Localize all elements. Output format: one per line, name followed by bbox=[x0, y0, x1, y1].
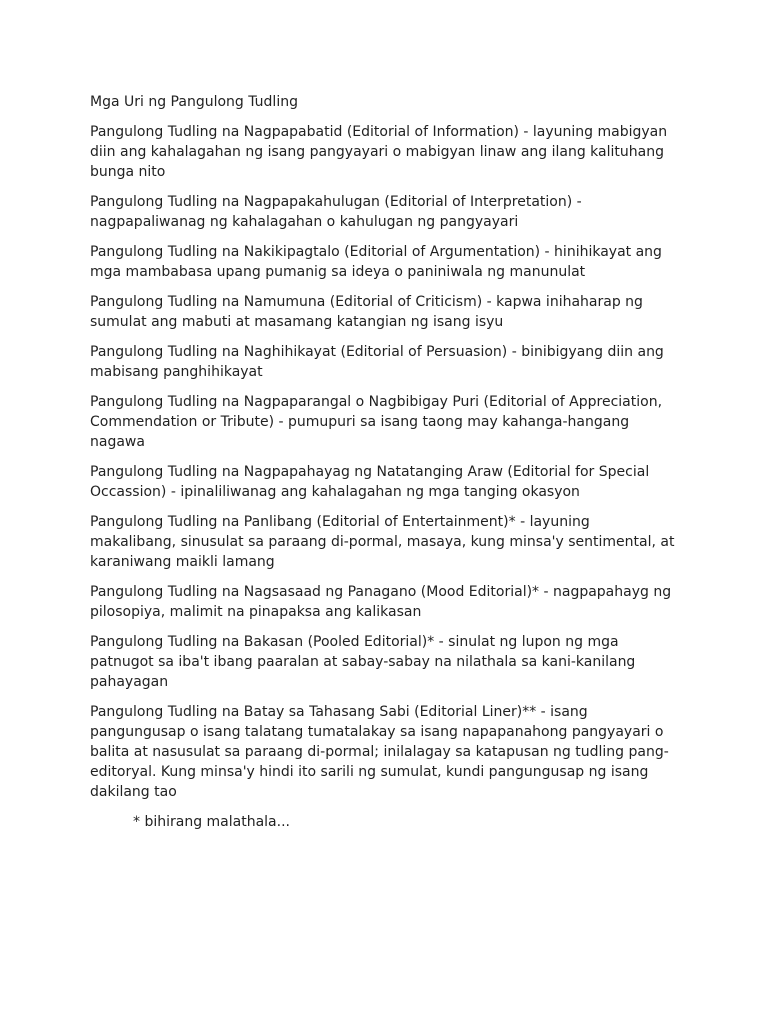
footnote: * bihirang malathala... bbox=[133, 814, 290, 830]
paragraph-editorial-entertainment: Pangulong Tudling na Panlibang (Editorial of Entertainment)* - layuning makalibang, sinusulat sa paraang di-pormal, masaya, kung minsa'y sentimental, at karaniwang maikli lamang bbox=[90, 514, 675, 570]
paragraph-editorial-pooled: Pangulong Tudling na Bakasan (Pooled Editorial)* - sinulat ng lupon ng mga patnugot sa iba't ibang paaralan at sabay-sabay na nilathala sa kani-kanilang pahayagan bbox=[90, 634, 636, 690]
paragraph-editorial-information: Pangulong Tudling na Nagpapabatid (Editorial of Information) - layuning mabigyan diin ang kahalagahan ng isang pangyayari o mabigyan linaw ang ilang kalituhang bunga nito bbox=[90, 124, 668, 180]
paragraph-editorial-interpretation: Pangulong Tudling na Nagpapakahulugan (Editorial of Interpretation) - nagpapaliwanag ng kahalagahan o kahulugan ng pangyayari bbox=[90, 194, 582, 230]
document-page bbox=[90, 92, 675, 832]
paragraph-editorial-persuasion: Pangulong Tudling na Naghihikayat (Editorial of Persuasion) - binibigyang diin ang mabisang panghihikayat bbox=[90, 344, 664, 380]
paragraph-editorial-special-occasion: Pangulong Tudling na Nagpapahayag ng Natatanging Araw (Editorial for Special Occassion) - ipinaliliwanag ang kahalagahan ng mga tanging okasyon bbox=[90, 464, 650, 500]
paragraph-editorial-liner: Pangulong Tudling na Batay sa Tahasang Sabi (Editorial Liner)** - isang pangungusap o isang talatang tumatalakay sa isang napapanahong pangyayari o balita at nasusulat sa paraang di-pormal; inilalagay sa katapusan ng tudling pang-editoryal. Kung minsa'y hindi ito sarili ng sumulat, kundi pangungusap ng isang dakilang tao bbox=[90, 704, 669, 800]
document-title: Mga Uri ng Pangulong Tudling bbox=[90, 94, 298, 110]
paragraph-editorial-mood: Pangulong Tudling na Nagsasaad ng Panagano (Mood Editorial)* - nagpapahayg ng pilosopiya, malimit na pinapaksa ang kalikasan bbox=[90, 584, 672, 620]
paragraph-editorial-criticism: Pangulong Tudling na Namumuna (Editorial of Criticism) - kapwa inihaharap ng sumulat ang mabuti at masamang katangian ng isang isyu bbox=[90, 294, 643, 330]
paragraph-editorial-appreciation: Pangulong Tudling na Nagpaparangal o Nagbibigay Puri (Editorial of Appreciation, Commendation or Tribute) - pumupuri sa isang taong may kahanga-hangang nagawa bbox=[90, 394, 663, 450]
paragraph-editorial-argumentation: Pangulong Tudling na Nakikipagtalo (Editorial of Argumentation) - hinihikayat ang mga mambabasa upang pumanig sa ideya o paniniwala ng manunulat bbox=[90, 244, 662, 280]
